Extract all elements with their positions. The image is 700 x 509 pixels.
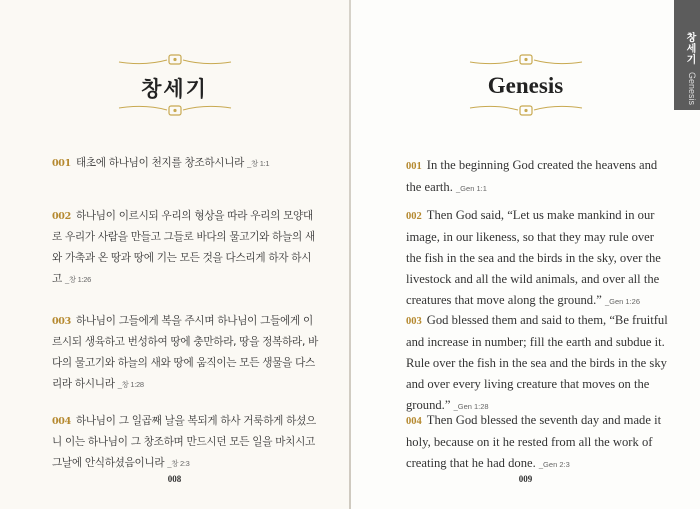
verse-text: 태초에 하나님이 천지를 창조하시니라	[75, 157, 245, 169]
verse-002	[406, 205, 668, 312]
verse-reference: _창 1:26	[65, 275, 92, 284]
page-title-korean: 창세기	[141, 77, 208, 101]
verse-text: 하나님이 이르시되 우리의 형상을 따라 우리의 모양대로 우리가 사람을 만들고 그들로 바다의 물고기와 하늘의 새와 가축과 온 땅과 땅에 기는 모든 것을 다스리게 하자 하시고	[52, 210, 315, 285]
verse-text: 하나님이 그들에게 복을 주시며 하나님이 그들에게 이르시되 생육하고 번성하여 땅에 충만하라, 땅을 정복하라, 바다의 물고기와 하늘의 새와 땅에 움직이는 모든 생물을 다스리라 하시니라	[52, 315, 319, 390]
verse-004	[52, 411, 320, 474]
verse-reference: _창 1:28	[117, 380, 144, 389]
verse-number: 001	[406, 161, 422, 172]
verse-number: 004	[406, 416, 422, 427]
verse-reference: _창 2:3	[167, 459, 190, 468]
ornament-bottom-icon	[466, 102, 586, 118]
verse-text: God blessed them and said to them, “Be fruitful and increase in number; fill the earth and subdue it. Rule over the fish in the sea and the birds in the sky and over every living creature that moves on the ground.”	[406, 313, 668, 412]
ornament-bottom-icon	[115, 102, 235, 118]
verse-002	[52, 206, 320, 290]
verse-text: In the beginning God created the heavens and the earth.	[406, 158, 658, 194]
verse-text: Then God said, “Let us make mankind in our image, in our likeness, so that they may rule over the fish in the sea and the birds in the sky, over the livestock and all the wild animals, and over all the creatures that move along the ground.”	[406, 208, 661, 307]
verse-number: 003	[52, 316, 71, 327]
verse-number: 002	[52, 211, 71, 222]
verse-004	[406, 410, 668, 475]
side-tab-english-label: Genesis	[687, 72, 697, 106]
page-title-english: Genesis	[487, 73, 564, 98]
verse-number: 004	[52, 416, 71, 427]
verse-003	[406, 310, 668, 417]
page-number: 008	[167, 474, 182, 484]
verse-reference: _Gen 2:3	[538, 460, 570, 469]
verse-text: 하나님이 그 일곱째 날을 복되게 하사 거룩하게 하셨으니 이는 하나님이 그 창조하며 만드시던 모든 일을 마치시고 그날에 안식하셨음이니라	[52, 415, 316, 469]
page-number: 009	[518, 474, 533, 484]
verse-001	[406, 155, 668, 199]
verse-reference: _Gen 1:26	[605, 297, 641, 306]
ornament-top-icon	[466, 52, 586, 68]
verse-reference: _Gen 1:28	[453, 402, 489, 411]
verse-reference: _창 1:1	[247, 159, 270, 168]
verse-001	[52, 153, 320, 174]
chapter-side-tab	[674, 0, 700, 110]
verse-number: 001	[52, 158, 71, 169]
side-tab-korean-label: 창세기	[684, 32, 695, 65]
verse-number: 003	[406, 316, 422, 327]
ornament-top-icon	[115, 52, 235, 68]
right-page	[351, 0, 700, 509]
verse-number: 002	[406, 211, 422, 222]
verse-text: Then God blessed the seventh day and made it holy, because on it he rested from all the work of creating that he had done.	[406, 413, 662, 470]
verse-003	[52, 311, 320, 395]
left-page	[0, 0, 349, 509]
verse-reference: _Gen 1:1	[456, 184, 487, 193]
